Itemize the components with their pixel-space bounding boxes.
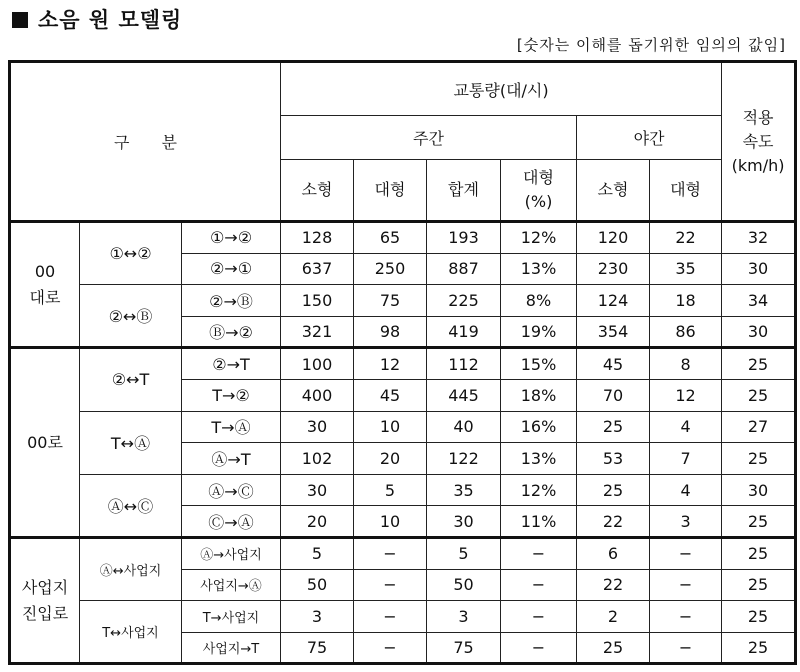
table-row xyxy=(10,285,796,317)
value-cell: 12 xyxy=(650,379,722,411)
header-day: 주간 xyxy=(281,116,577,160)
value-cell: 86 xyxy=(650,316,722,348)
header-traffic: 교통량(대/시) xyxy=(281,62,722,116)
direction-cell: T→Ⓐ xyxy=(182,411,281,443)
value-cell: 30 xyxy=(722,253,796,285)
direction-cell: Ⓐ→사업지 xyxy=(182,537,281,569)
value-cell: 5 xyxy=(427,537,501,569)
value-cell: − xyxy=(354,537,427,569)
group-name: 00 대로 xyxy=(10,222,80,348)
group-name: 00로 xyxy=(10,348,80,538)
direction-cell: ②→Ⓑ xyxy=(182,285,281,317)
value-cell: 22 xyxy=(577,506,650,538)
value-cell: 19% xyxy=(501,316,577,348)
direction-cell: Ⓑ→② xyxy=(182,316,281,348)
segment-name: ①↔② xyxy=(80,222,182,285)
value-cell: 124 xyxy=(577,285,650,317)
value-cell: 75 xyxy=(281,632,354,664)
value-cell: 2 xyxy=(577,601,650,633)
value-cell: 65 xyxy=(354,222,427,254)
direction-cell: ①→② xyxy=(182,222,281,254)
segment-name: T↔Ⓐ xyxy=(80,411,182,474)
table-row xyxy=(10,222,796,254)
value-cell: 4 xyxy=(650,474,722,506)
value-cell: 10 xyxy=(354,506,427,538)
value-cell: 354 xyxy=(577,316,650,348)
value-cell: − xyxy=(354,569,427,601)
value-cell: 32 xyxy=(722,222,796,254)
value-cell: 50 xyxy=(427,569,501,601)
value-cell: 25 xyxy=(722,537,796,569)
value-cell: − xyxy=(650,569,722,601)
value-cell: 445 xyxy=(427,379,501,411)
value-cell: 8% xyxy=(501,285,577,317)
value-cell: − xyxy=(501,537,577,569)
table-row xyxy=(10,474,796,506)
column-header: 소형 xyxy=(577,160,650,222)
value-cell: 6 xyxy=(577,537,650,569)
value-cell: 120 xyxy=(577,222,650,254)
value-cell: 400 xyxy=(281,379,354,411)
value-cell: 30 xyxy=(281,474,354,506)
value-cell: 25 xyxy=(722,632,796,664)
value-cell: 25 xyxy=(577,632,650,664)
value-cell: − xyxy=(650,601,722,633)
value-cell: 100 xyxy=(281,348,354,380)
value-cell: 128 xyxy=(281,222,354,254)
value-cell: 3 xyxy=(427,601,501,633)
table-row xyxy=(10,411,796,443)
direction-cell: Ⓒ→Ⓐ xyxy=(182,506,281,538)
direction-cell: 사업지→T xyxy=(182,632,281,664)
value-cell: 321 xyxy=(281,316,354,348)
noise-source-table xyxy=(8,60,797,665)
square-bullet-icon xyxy=(12,12,28,28)
segment-name: ②↔T xyxy=(80,348,182,411)
value-cell: 13% xyxy=(501,443,577,475)
header-category: 구 분 xyxy=(10,62,281,222)
value-cell: 4 xyxy=(650,411,722,443)
value-cell: 75 xyxy=(427,632,501,664)
column-header: 소형 xyxy=(281,160,354,222)
value-cell: 7 xyxy=(650,443,722,475)
value-cell: 5 xyxy=(281,537,354,569)
value-cell: − xyxy=(650,537,722,569)
value-cell: 30 xyxy=(722,316,796,348)
value-cell: 20 xyxy=(281,506,354,538)
value-cell: 122 xyxy=(427,443,501,475)
value-cell: 25 xyxy=(722,569,796,601)
column-header: 대형 xyxy=(354,160,427,222)
group-name: 사업지 진입로 xyxy=(10,537,80,663)
value-cell: 230 xyxy=(577,253,650,285)
value-cell: 45 xyxy=(354,379,427,411)
value-cell: 25 xyxy=(722,379,796,411)
value-cell: 98 xyxy=(354,316,427,348)
value-cell: 20 xyxy=(354,443,427,475)
value-cell: 22 xyxy=(650,222,722,254)
value-cell: 25 xyxy=(577,411,650,443)
value-cell: 10 xyxy=(354,411,427,443)
value-cell: 5 xyxy=(354,474,427,506)
table-header xyxy=(10,62,796,222)
value-cell: 25 xyxy=(722,601,796,633)
value-cell: 30 xyxy=(281,411,354,443)
value-cell: 18% xyxy=(501,379,577,411)
segment-name: ②↔Ⓑ xyxy=(80,285,182,348)
value-cell: 25 xyxy=(722,348,796,380)
value-cell: 15% xyxy=(501,348,577,380)
table-row xyxy=(10,348,796,380)
value-cell: 637 xyxy=(281,253,354,285)
direction-cell: ②→① xyxy=(182,253,281,285)
direction-cell: T→② xyxy=(182,379,281,411)
value-cell: 25 xyxy=(577,474,650,506)
value-cell: 30 xyxy=(722,474,796,506)
note-text: [숫자는 이해를 돕기위한 임의의 값임] xyxy=(516,36,786,54)
value-cell: 45 xyxy=(577,348,650,380)
title-text: 소음 원 모델링 xyxy=(38,8,183,32)
value-cell: 887 xyxy=(427,253,501,285)
value-cell: 25 xyxy=(722,443,796,475)
value-cell: 35 xyxy=(650,253,722,285)
value-cell: 70 xyxy=(577,379,650,411)
value-cell: 18 xyxy=(650,285,722,317)
value-cell: 22 xyxy=(577,569,650,601)
segment-name: Ⓐ↔Ⓒ xyxy=(80,474,182,537)
value-cell: 3 xyxy=(650,506,722,538)
page-title xyxy=(12,4,182,34)
value-cell: 3 xyxy=(281,601,354,633)
value-cell: 8 xyxy=(650,348,722,380)
value-cell: 34 xyxy=(722,285,796,317)
value-cell: − xyxy=(354,601,427,633)
value-cell: 53 xyxy=(577,443,650,475)
value-cell: 225 xyxy=(427,285,501,317)
column-header: 대형 (%) xyxy=(501,160,577,222)
value-cell: 27 xyxy=(722,411,796,443)
value-cell: − xyxy=(354,632,427,664)
value-cell: 13% xyxy=(501,253,577,285)
value-cell: 112 xyxy=(427,348,501,380)
value-cell: 12% xyxy=(501,222,577,254)
value-cell: 102 xyxy=(281,443,354,475)
direction-cell: Ⓐ→T xyxy=(182,443,281,475)
segment-name: Ⓐ↔사업지 xyxy=(80,537,182,600)
value-cell: 40 xyxy=(427,411,501,443)
value-cell: 11% xyxy=(501,506,577,538)
value-cell: 16% xyxy=(501,411,577,443)
segment-name: T↔사업지 xyxy=(80,601,182,664)
value-cell: 35 xyxy=(427,474,501,506)
header-night: 야간 xyxy=(577,116,722,160)
column-header: 합계 xyxy=(427,160,501,222)
value-cell: 30 xyxy=(427,506,501,538)
direction-cell: 사업지→Ⓐ xyxy=(182,569,281,601)
table-row xyxy=(10,537,796,569)
table-body xyxy=(10,222,796,664)
direction-cell: ②→T xyxy=(182,348,281,380)
value-cell: 250 xyxy=(354,253,427,285)
header-speed: 적용 속도 (km/h) xyxy=(722,62,796,222)
value-cell: 193 xyxy=(427,222,501,254)
value-cell: − xyxy=(650,632,722,664)
value-cell: − xyxy=(501,601,577,633)
value-cell: 25 xyxy=(722,506,796,538)
value-cell: − xyxy=(501,569,577,601)
value-cell: 150 xyxy=(281,285,354,317)
value-cell: 75 xyxy=(354,285,427,317)
value-cell: 12 xyxy=(354,348,427,380)
value-cell: 50 xyxy=(281,569,354,601)
value-cell: 12% xyxy=(501,474,577,506)
value-cell: − xyxy=(501,632,577,664)
table-row xyxy=(10,601,796,633)
direction-cell: T→사업지 xyxy=(182,601,281,633)
direction-cell: Ⓐ→Ⓒ xyxy=(182,474,281,506)
column-header: 대형 xyxy=(650,160,722,222)
value-cell: 419 xyxy=(427,316,501,348)
